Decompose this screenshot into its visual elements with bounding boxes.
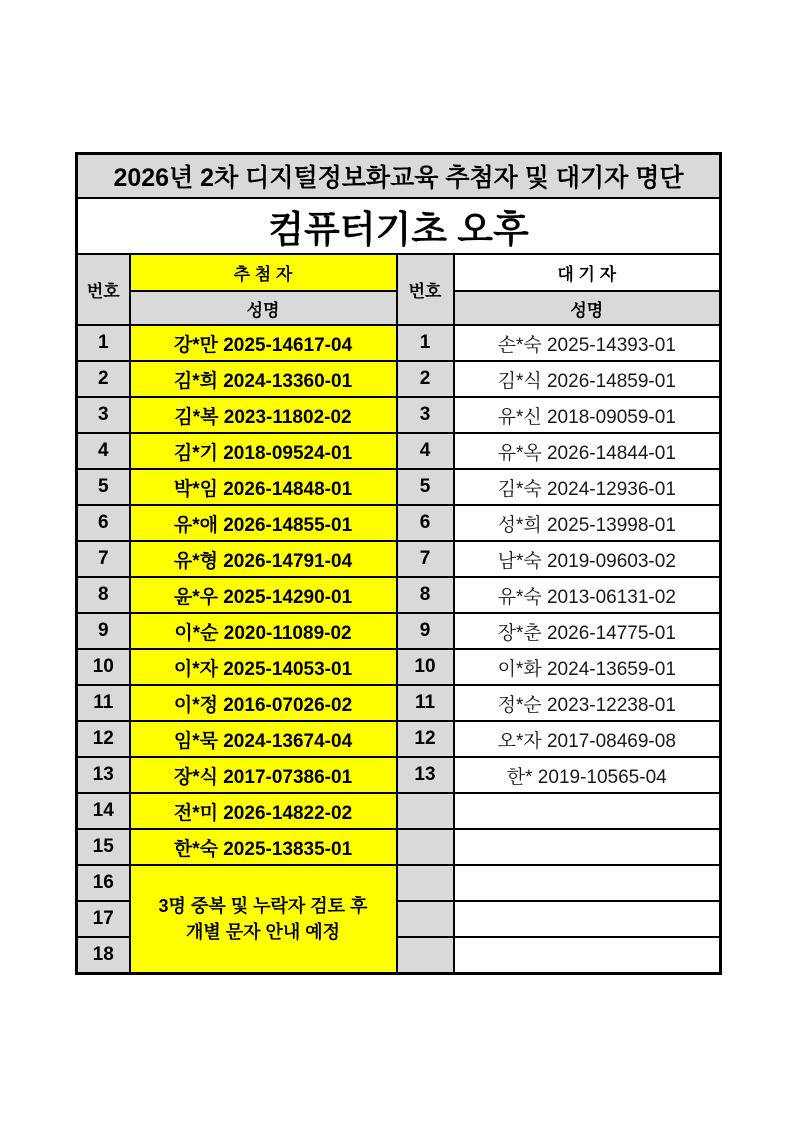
table-row <box>77 541 721 577</box>
winner-entry: 유*형 2026-14791-04 <box>130 541 397 577</box>
waitlist-entry <box>454 901 721 937</box>
winner-entry: 박*임 2026-14848-01 <box>130 469 397 505</box>
winner-row-number: 7 <box>77 541 130 577</box>
review-note-line1: 3명 중복 및 누락자 검토 후 <box>158 895 368 916</box>
winner-row-number: 11 <box>77 685 130 721</box>
winner-entry: 한*숙 2025-13835-01 <box>130 829 397 865</box>
table-row <box>77 577 721 613</box>
table-row <box>77 613 721 649</box>
winner-no-header: 번호 <box>77 254 130 325</box>
document-subtitle: 컴퓨터기초 오후 <box>77 198 721 254</box>
waitlist-entry: 장*춘 2026-14775-01 <box>454 613 721 649</box>
document-title: 2026년 2차 디지털정보화교육 추첨자 및 대기자 명단 <box>77 154 721 199</box>
winner-row-number: 2 <box>77 361 130 397</box>
winner-entry: 이*순 2020-11089-02 <box>130 613 397 649</box>
waitlist-entry: 김*식 2026-14859-01 <box>454 361 721 397</box>
table-row <box>77 649 721 685</box>
table-row <box>77 325 721 361</box>
waitlist-entry <box>454 937 721 973</box>
winner-row-number: 16 <box>77 865 130 901</box>
winner-row-number: 10 <box>77 649 130 685</box>
waitlist-entry: 이*화 2024-13659-01 <box>454 649 721 685</box>
waitlist-row-number: 9 <box>397 613 454 649</box>
waitlist-entry: 성*희 2025-13998-01 <box>454 505 721 541</box>
winner-entry: 윤*우 2025-14290-01 <box>130 577 397 613</box>
winner-header: 추 첨 자 <box>130 254 397 291</box>
waitlist-row-number: 10 <box>397 649 454 685</box>
winner-row-number: 4 <box>77 433 130 469</box>
winner-entry: 이*자 2025-14053-01 <box>130 649 397 685</box>
title-row <box>77 154 721 199</box>
roster-table <box>75 152 722 975</box>
winner-entry: 강*만 2025-14617-04 <box>130 325 397 361</box>
sheet <box>75 152 722 975</box>
table-row <box>77 721 721 757</box>
waitlist-row-number: 4 <box>397 433 454 469</box>
winner-entry: 장*식 2017-07386-01 <box>130 757 397 793</box>
waitlist-entry: 한* 2019-10565-04 <box>454 757 721 793</box>
waitlist-entry: 김*숙 2024-12936-01 <box>454 469 721 505</box>
waitlist-row-number <box>397 829 454 865</box>
table-row <box>77 865 721 901</box>
waitlist-entry: 유*옥 2026-14844-01 <box>454 433 721 469</box>
subtitle-row <box>77 198 721 254</box>
waitlist-row-number <box>397 793 454 829</box>
winner-entry: 김*희 2024-13360-01 <box>130 361 397 397</box>
winner-row-number: 15 <box>77 829 130 865</box>
waitlist-row-number <box>397 937 454 973</box>
winner-entry: 유*애 2026-14855-01 <box>130 505 397 541</box>
waitlist-name-header: 성명 <box>454 291 721 325</box>
table-row <box>77 685 721 721</box>
winner-row-number: 14 <box>77 793 130 829</box>
table-row <box>77 433 721 469</box>
header-row-1 <box>77 254 721 291</box>
waitlist-entry: 남*숙 2019-09603-02 <box>454 541 721 577</box>
waitlist-row-number: 3 <box>397 397 454 433</box>
winner-row-number: 12 <box>77 721 130 757</box>
waitlist-entry: 유*숙 2013-06131-02 <box>454 577 721 613</box>
waitlist-row-number: 1 <box>397 325 454 361</box>
waitlist-row-number: 6 <box>397 505 454 541</box>
waitlist-row-number: 8 <box>397 577 454 613</box>
waitlist-entry: 유*신 2018-09059-01 <box>454 397 721 433</box>
waitlist-row-number: 11 <box>397 685 454 721</box>
waitlist-entry <box>454 865 721 901</box>
winner-entry: 김*기 2018-09524-01 <box>130 433 397 469</box>
table-row <box>77 793 721 829</box>
waitlist-row-number <box>397 901 454 937</box>
winner-row-number: 8 <box>77 577 130 613</box>
winner-row-number: 17 <box>77 901 130 937</box>
waitlist-row-number: 5 <box>397 469 454 505</box>
waitlist-entry <box>454 793 721 829</box>
table-row <box>77 361 721 397</box>
review-note-cell <box>130 865 397 973</box>
winner-row-number: 1 <box>77 325 130 361</box>
winner-row-number: 13 <box>77 757 130 793</box>
winner-row-number: 9 <box>77 613 130 649</box>
waitlist-entry: 손*숙 2025-14393-01 <box>454 325 721 361</box>
winner-row-number: 3 <box>77 397 130 433</box>
table-row <box>77 829 721 865</box>
table-body <box>77 325 721 973</box>
winner-entry: 임*묵 2024-13674-04 <box>130 721 397 757</box>
review-note-line2: 개별 문자 안내 예정 <box>185 921 341 942</box>
table-row <box>77 397 721 433</box>
table-row <box>77 469 721 505</box>
waitlist-entry: 정*순 2023-12238-01 <box>454 685 721 721</box>
table-row <box>77 757 721 793</box>
table-row <box>77 505 721 541</box>
winner-row-number: 18 <box>77 937 130 973</box>
waitlist-entry <box>454 829 721 865</box>
winner-entry: 이*정 2016-07026-02 <box>130 685 397 721</box>
winner-entry: 전*미 2026-14822-02 <box>130 793 397 829</box>
waitlist-row-number: 2 <box>397 361 454 397</box>
waitlist-no-header: 번호 <box>397 254 454 325</box>
winner-entry: 김*복 2023-11802-02 <box>130 397 397 433</box>
waitlist-row-number: 12 <box>397 721 454 757</box>
waitlist-entry: 오*자 2017-08469-08 <box>454 721 721 757</box>
waitlist-row-number: 7 <box>397 541 454 577</box>
waitlist-row-number: 13 <box>397 757 454 793</box>
winner-row-number: 6 <box>77 505 130 541</box>
waitlist-header: 대 기 자 <box>454 254 721 291</box>
winner-row-number: 5 <box>77 469 130 505</box>
winner-name-header: 성명 <box>130 291 397 325</box>
waitlist-row-number <box>397 865 454 901</box>
